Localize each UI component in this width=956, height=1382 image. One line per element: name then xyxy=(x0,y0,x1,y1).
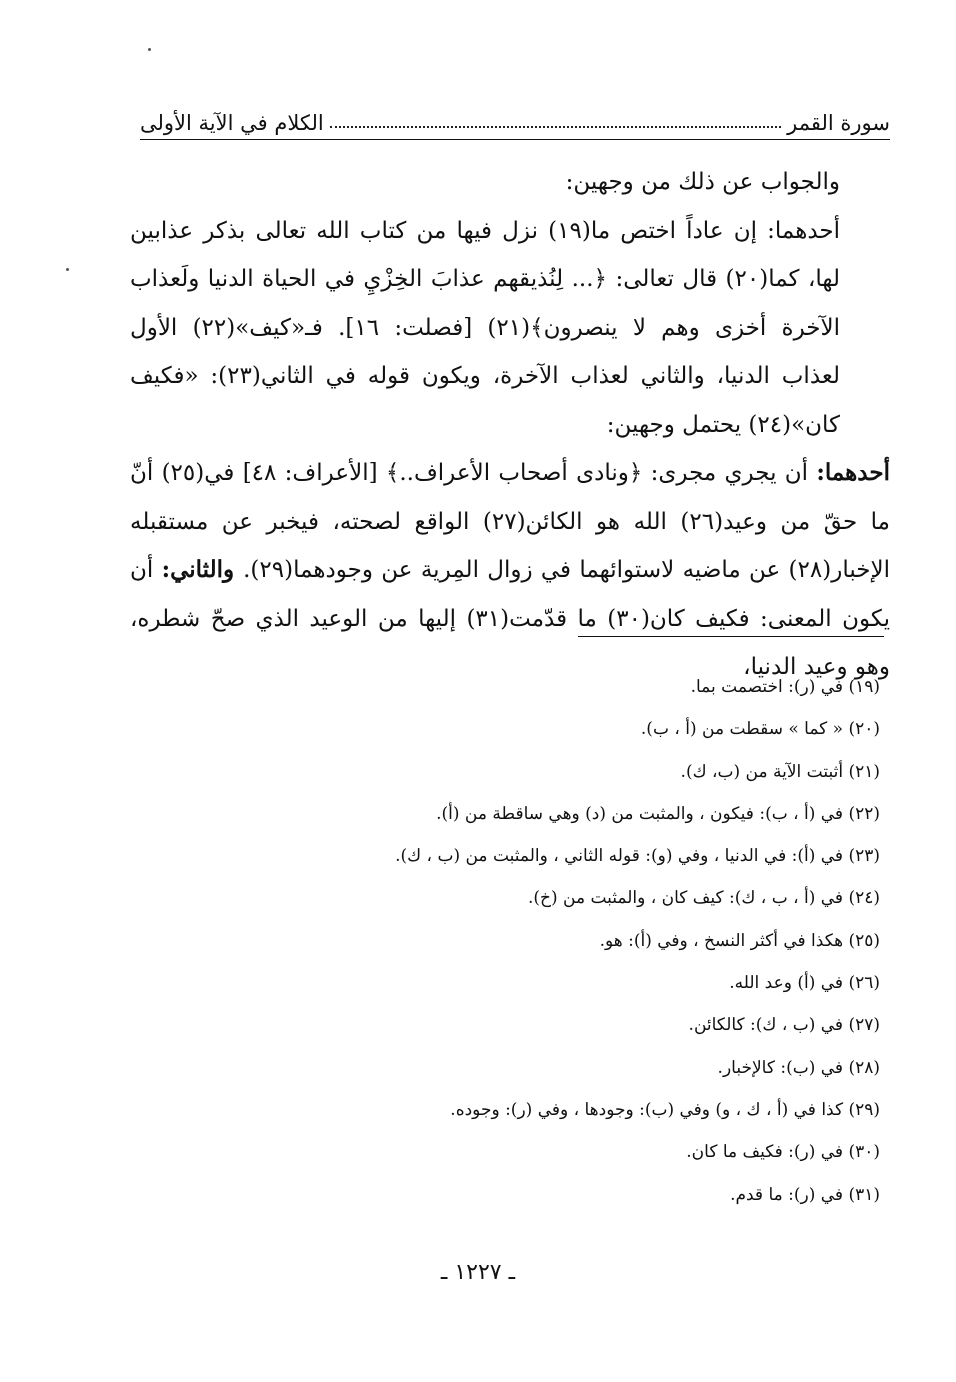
running-header xyxy=(140,96,890,140)
footnote-20: (٢٠) « كما » سقطت من (أ ، ب). xyxy=(640,719,880,740)
footnote-30: (٣٠) في (ر): فكيف ما كان. xyxy=(686,1142,880,1163)
paragraph-first-aspect: أحدهما: إن عاداً اختص ما(١٩) نزل فيها من كتاب الله تعالى بذكر عذابين لها، كما(٢٠) قال تعالى: ﴿... لِنُذيقهم عذابَ الخِزْيِ في الحياة الدنيا ولَعذاب الآخرة أخزى وهم لا ينصرون﴾(٢١) [فصلت: ١٦]. فـ«كيف»(٢٢) الأول لعذاب الدنيا، والثاني لعذاب الآخرة، ويكون قوله في الثاني(٢٣): «فكيف كان»(٢٤) يحتمل وجهين: xyxy=(130,217,840,438)
header-surah-title: سورة القمر xyxy=(787,111,890,135)
second-reading-lead: والثاني: xyxy=(161,556,244,583)
footnote-separator xyxy=(578,636,884,637)
footnotes xyxy=(150,666,880,1216)
footnote-23: (٢٣) في (أ): في الدنيا ، وفي (و): قوله الثاني ، والمثبت من (ب ، ك). xyxy=(395,846,880,867)
scan-speck xyxy=(148,48,151,51)
paragraph-two-readings xyxy=(130,449,890,692)
page-number: ـ ١٢٢٧ ـ xyxy=(440,1260,516,1285)
first-reading-text: أن يجري مجرى: ﴿ونادى أصحاب الأعراف..﴾ [الأعراف: ٤٨] في(٢٥) أنّ ما حقّ من وعيد(٢٦) الله هو الكائن(٢٧) الواقع لصحته، فيخبر عن مستقبله الإخبار(٢٨) عن ماضيه لاستوائهما في زوال المِرية عن وجودهما(٢٩). xyxy=(130,460,891,583)
paragraph-answer-intro: والجواب عن ذلك من وجهين: xyxy=(565,169,840,195)
footnote-19: (١٩) في (ر): اختصمت بما. xyxy=(690,677,880,697)
second-reading-text: أن يكون المعنى: فكيف كان(٣٠) ما قدّمت(٣١) إليها من الوعيد الذي صحّ شطره، وهو وعيد الدنيا، xyxy=(130,557,890,680)
footnote-28: (٢٨) في (ب): كالإخبار. xyxy=(717,1057,880,1078)
scan-speck xyxy=(66,268,69,271)
header-section-title: الكلام في الآية الأولى xyxy=(140,111,324,135)
footnote-27: (٢٧) في (ب ، ك): كالكائن. xyxy=(688,1015,880,1036)
footnote-25: (٢٥) هكذا في أكثر النسخ ، وفي (أ): هو. xyxy=(599,930,880,951)
footnote-21: (٢١) أثبتت الآية من (ب، ك). xyxy=(680,761,880,782)
first-reading-lead: أحدهما: xyxy=(816,459,890,486)
footnote-22: (٢٢) في (أ ، ب): فيكون ، والمثبت من (د) وهي ساقطة من (أ). xyxy=(436,803,880,824)
main-text xyxy=(130,158,890,692)
footnote-24: (٢٤) في (أ ، ب ، ك): كيف كان ، والمثبت من (خ). xyxy=(527,888,880,909)
footnote-31: (٣١) في (ر): ما قدم. xyxy=(730,1184,880,1205)
header-dot-leader xyxy=(330,125,781,128)
footnote-29: (٢٩) كذا في (أ ، ك ، و) وفي (ب): وجودها ، وفي (ر): وجوده. xyxy=(450,1099,880,1120)
footnote-26: (٢٦) في (أ) وعد الله. xyxy=(729,973,880,994)
